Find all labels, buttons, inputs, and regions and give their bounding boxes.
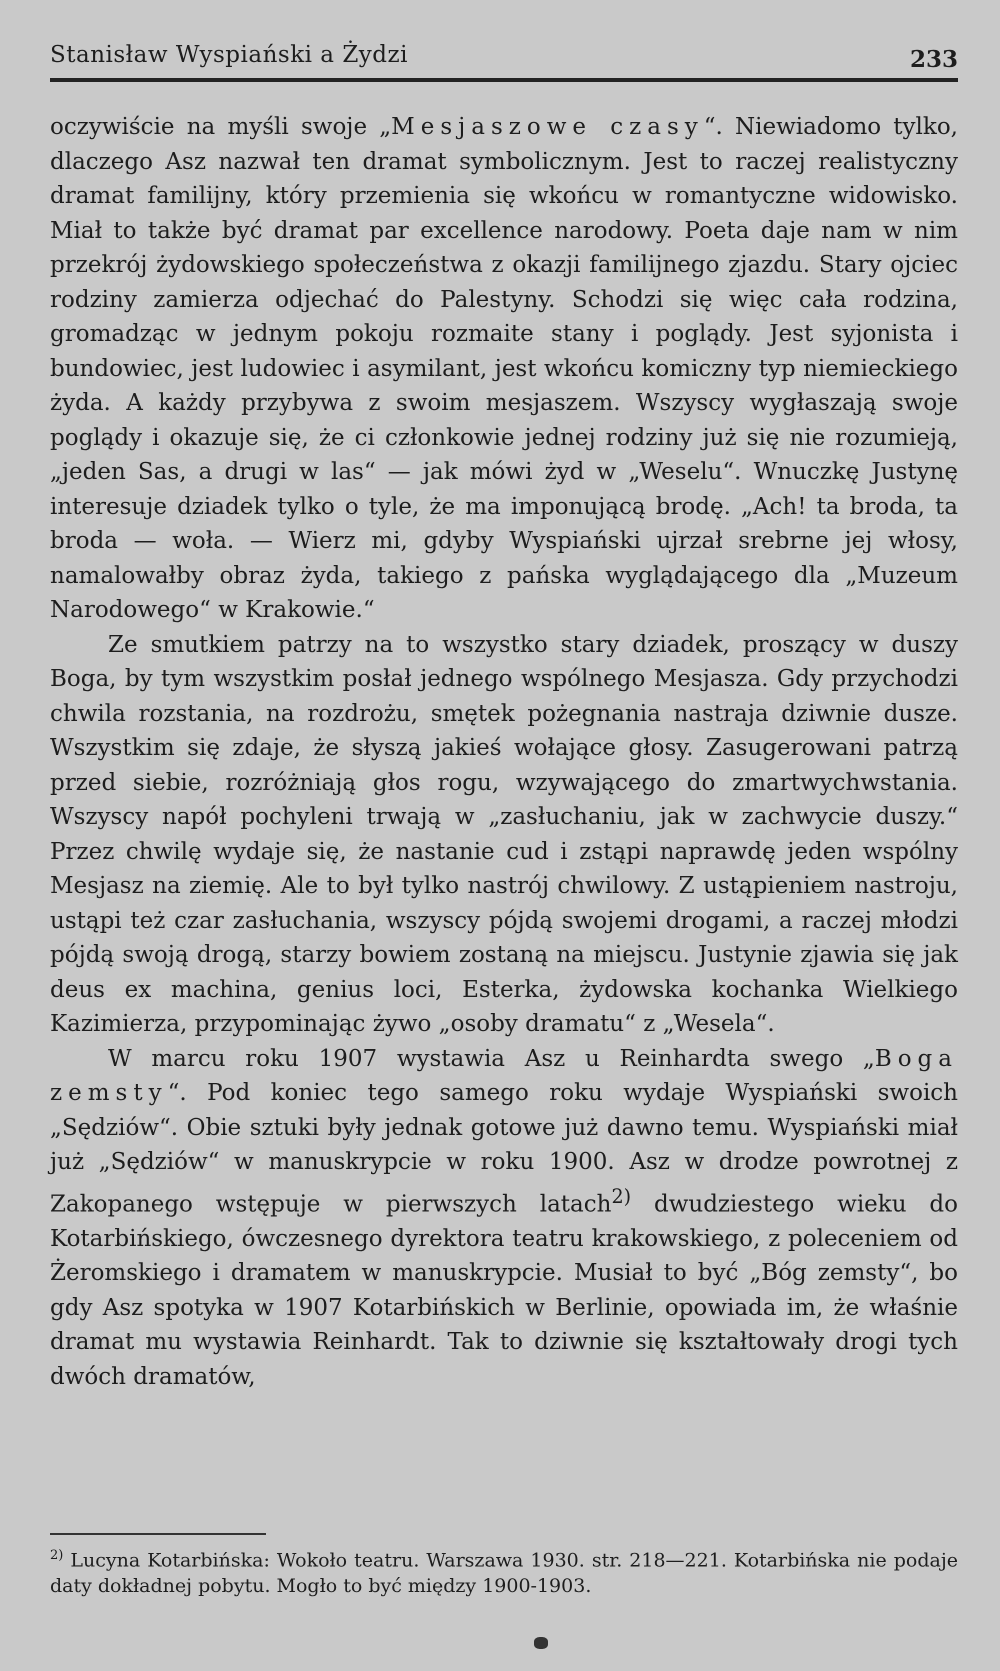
paragraph-1-text-b: “. Niewiadomo tylko, dlaczego Asz nazwał ten dramat symbolicznym. Jest to raczej realistyczny dramat familijny, który przemienia się wkońcu w romantyczne widowisko. Miał to także być dramat par excellence narodowy. Poeta daje nam w nim przekrój żydowskiego społeczeństwa z okazji familijnego zjazdu. Stary ojciec rodziny zamierza odjechać do Palestyny. Schodzi się więc cała rodzina, gromadząc w jednym pokoju rozmaite stany i poglądy. Jest syjonista i bundowiec, jest ludowiec i asymilant, jest wkońcu komiczny typ niemieckiego żyda. A każdy przybywa z swoim mesjaszem. Wszyscy wygłaszają swoje poglądy i okazuje się, że ci członkowie jednej rodziny już się nie rozumieją, „jeden Sas, a drugi w las“ — jak mówi żyd w „Weselu“. Wnuczkę Justynę interesuje dziadek tylko o tyle, że ma imponującą brodę. „Ach! ta broda, ta broda — woła. — Wierz mi, gdyby Wyspiański ujrzał srebrne jej włosy, namalowałby obraz żyda, takiego z pańska wyglądającego dla „Muzeum Narodowego“ w Krakowie.“ bbox=[50, 114, 958, 623]
paragraph-1-text-a: oczywiście na myśli swoje „ bbox=[50, 114, 392, 140]
paragraph-2: Ze smutkiem patrzy na to wszystko stary dziadek, proszący w duszy Boga, by tym wszystkim posłał jednego wspólnego Mesjasza. Gdy przychodzi chwila rozstania, na rozdrożu, smętek pożegnania nastraja dziwnie dusze. Wszystkim się zdaje, że słyszą jakieś wołające głosy. Zasugerowani patrzą przed siebie, rozróżniają głos rogu, wzywającego do zmartwychwstania. Wszyscy napół pochyleni trwają w „zasłuchaniu, jak w zachwycie duszy.“ Przez chwilę wydaje się, że nastanie cud i zstąpi naprawdę jeden wspólny Mesjasz na ziemię. Ale to był tylko nastrój chwilowy. Z ustąpieniem nastroju, ustąpi też czar zasłuchania, wszyscy pójdą swojemi drogami, a raczej młodzi pójdą swoją drogą, starzy bowiem zostaną na miejscu. Justynie zjawia się jak deus ex machina, genius loci, Esterka, żydowska kochanka Wielkiego Kazimierza, przypominając żywo „osoby dramatu“ z „Wesela“. bbox=[50, 631, 958, 1037]
paragraph-3-text-b: “. Pod koniec tego samego roku wydaje Wyspiański swoich „Sędziów“. Obie sztuki były jednak gotowe już dawno temu. Wyspiański miał już „Sędziów“ w manuskrypcie w roku 1900. Asz w drodze powrotnej z Zakopanego wstępuje w pierwszych latach bbox=[50, 1080, 958, 1218]
footnote-rule bbox=[50, 1533, 266, 1535]
footnote-reference: 2) bbox=[611, 1184, 632, 1208]
paragraph-3-text-a: W marcu roku 1907 wystawia Asz u Reinhardta swego „ bbox=[108, 1045, 875, 1072]
footnote-text: Lucyna Kotarbińska: Wokoło teatru. Warszawa 1930. str. 218—221. Kotarbińska nie podaje daty dokładnej pobytu. Mogło to być między 1900-1903. bbox=[50, 1549, 958, 1598]
spaced-emphasis-mesjaszowe: Mesjaszowe czasy bbox=[391, 114, 704, 140]
footnote-mark: 2) bbox=[50, 1548, 64, 1563]
spaced-emphasis-boga-zemsty: Boga zemsty bbox=[50, 1045, 958, 1106]
paragraph-3-text-c: dwudziestego wieku do Kotarbińskiego, ówczesnego dyrektora teatru krakowskiego, z poleceniem od Żeromskiego i dramatem w manuskrypcie. Musiał to być „Bóg zemsty“, bo gdy Asz spotyka w 1907 Kotarbińskich w Berlinie, opowiada im, że właśnie dramat mu wystawia Reinhardt. Tak to dziwnie się kształtowały drogi tych dwóch dramatów, bbox=[50, 1191, 958, 1390]
paragraph-3 bbox=[50, 1042, 958, 1395]
body-text bbox=[50, 110, 958, 1394]
running-head: Stanisław Wyspiański a Żydzi bbox=[50, 42, 408, 68]
printer-mark-icon bbox=[534, 1637, 548, 1649]
page-number: 233 bbox=[909, 46, 958, 73]
footnote bbox=[50, 1543, 958, 1599]
header-rule bbox=[50, 78, 958, 82]
page-header bbox=[50, 42, 958, 76]
paragraph-1 bbox=[50, 110, 958, 628]
